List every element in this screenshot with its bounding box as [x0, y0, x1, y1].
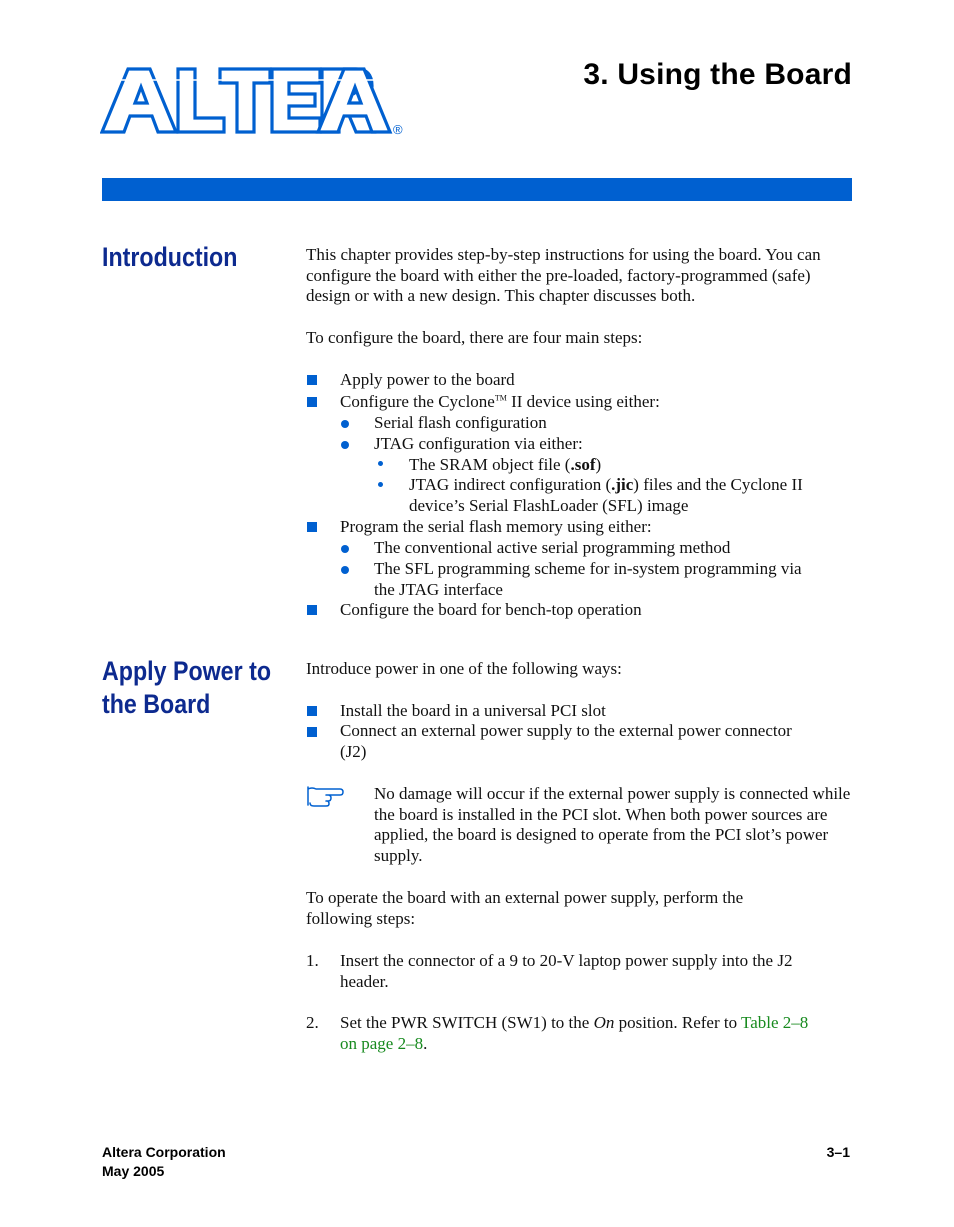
list-item: The conventional active serial programming method — [374, 538, 731, 557]
step-number: 1. — [306, 951, 319, 970]
table-2-8-link[interactable]: Table 2–8 — [741, 1013, 809, 1032]
section-heading-apply-power: Apply Power to the Board — [102, 656, 272, 719]
list-item: JTAG indirect configuration (.jic) files and the Cyclone II — [409, 475, 803, 494]
square-bullet-icon — [307, 727, 317, 737]
step-number: 2. — [306, 1013, 319, 1032]
square-bullet-icon — [307, 605, 317, 615]
square-bullet-icon — [307, 375, 317, 385]
page-2-8-link[interactable]: on page 2–8 — [340, 1033, 424, 1053]
round-bullet-icon — [341, 545, 349, 553]
pointing-hand-icon — [306, 783, 344, 807]
list-item: Serial flash configuration — [374, 413, 547, 432]
list-item-continuation: device’s Serial FlashLoader (SFL) image — [409, 496, 689, 515]
small-bullet-icon — [378, 461, 383, 466]
power-lead: Introduce power in one of the following ways: — [306, 659, 622, 678]
square-bullet-icon — [307, 397, 317, 407]
round-bullet-icon — [341, 566, 349, 574]
list-item: The SRAM object file (.sof) — [409, 455, 602, 474]
list-item: JTAG configuration via either: — [374, 434, 583, 453]
power-steps-lead: To operate the board with an external power supply, perform the following steps: — [306, 888, 744, 928]
list-item: Configure the Cyclone™ II device using either: — [340, 392, 660, 411]
list-item: Connect an external power supply to the external power connector — [340, 721, 792, 740]
list-item: Configure the board for bench-top operation — [340, 600, 642, 619]
section-heading-introduction: Introduction — [102, 242, 238, 272]
list-item: Apply power to the board — [340, 370, 515, 389]
square-bullet-icon — [307, 522, 317, 532]
list-item: Install the board in a universal PCI slot — [340, 701, 606, 720]
step-text: Set the PWR SWITCH (SW1) to the On position. Refer to Table 2–8 on page 2–8. — [340, 1013, 809, 1053]
footer-page-number: 3–1 — [826, 1144, 850, 1160]
small-bullet-icon — [378, 482, 383, 487]
list-item: The SFL programming scheme for in-system programming via — [374, 559, 802, 578]
list-item: Program the serial flash memory using either: — [340, 517, 652, 536]
note-text: No damage will occur if the external power supply is connected while the board is installed in the PCI slot. When both power sources are applied, the board is designed to operate from the PCI slot’s power supply. — [374, 784, 851, 866]
footer-date: May 2005 — [102, 1163, 165, 1179]
chapter-title: 3. Using the Board — [583, 58, 852, 91]
list-item-continuation: the JTAG interface — [374, 580, 503, 599]
square-bullet-icon — [307, 706, 317, 716]
step-text: Insert the connector of a 9 to 20-V laptop power supply into the J2 header. — [340, 951, 793, 991]
header-rule — [102, 178, 852, 201]
intro-paragraph: This chapter provides step-by-step instructions for using the board. You can configure the board with either the pre-loaded, factory-programmed (safe) design or with a new design. This chapter discusses both. — [306, 245, 821, 306]
round-bullet-icon — [341, 420, 349, 428]
intro-steps-lead: To configure the board, there are four main steps: — [306, 328, 643, 347]
list-item-continuation: (J2) — [340, 742, 367, 761]
footer-company: Altera Corporation — [102, 1144, 226, 1160]
registered-mark: ® — [393, 122, 403, 137]
altera-logo — [100, 66, 412, 138]
round-bullet-icon — [341, 441, 349, 449]
